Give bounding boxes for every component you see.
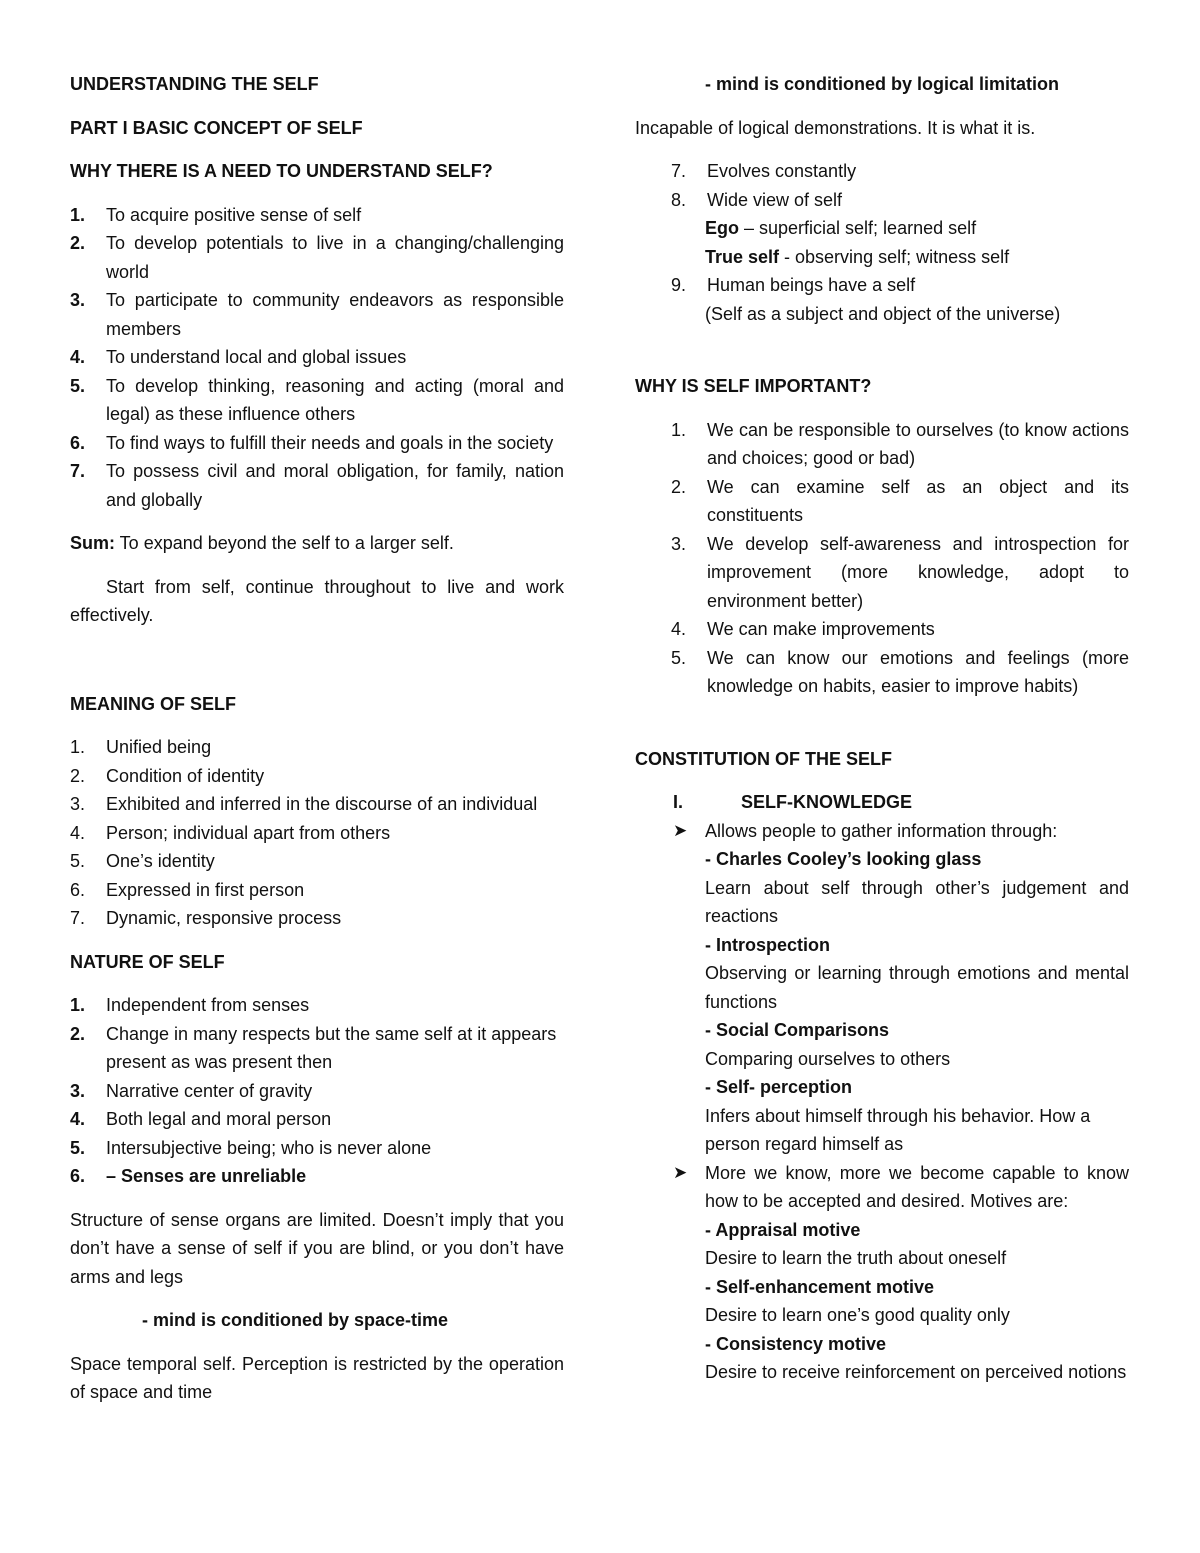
- true-self-line: True self - observing self; witness self: [705, 246, 1010, 267]
- important-heading: WHY IS SELF IMPORTANT?: [635, 376, 872, 396]
- list-item: 2. Change in many respects but the same self at it appears present as was present then: [70, 1023, 557, 1072]
- list-item: 8. Wide view of self: [671, 189, 843, 210]
- space-temporal-paragraph: Space temporal self. Perception is restricted by the operation of space and time: [70, 1353, 564, 1402]
- list-item: 5. Intersubjective being; who is never alone: [70, 1137, 432, 1158]
- part-heading: PART I BASIC CONCEPT OF SELF: [70, 117, 363, 138]
- nature-heading: NATURE OF SELF: [70, 951, 225, 972]
- self-perception-text: Infers about himself through his behavior. How a person regard himself as: [705, 1105, 1091, 1154]
- self-knowledge-heading: I. SELF-KNOWLEDGE: [673, 792, 912, 812]
- meaning-heading: MEANING OF SELF: [70, 693, 236, 714]
- arrow-bullet-icon: ➤: [673, 1162, 688, 1182]
- social-comparisons-label: - Social Comparisons: [705, 1020, 890, 1040]
- left-column: [70, 70, 564, 1407]
- cooley-label: - Charles Cooley’s looking glass: [705, 849, 982, 869]
- list-item: 2. Condition of identity: [70, 765, 265, 786]
- introspection-label: - Introspection: [705, 934, 830, 955]
- right-column: [635, 70, 1129, 1387]
- list-item: 3. Narrative center of gravity: [70, 1080, 313, 1101]
- why-understand-list: [70, 201, 564, 515]
- list-item: 4. To understand local and global issues: [70, 347, 407, 367]
- list-item: 3. Exhibited and inferred in the discourse of an individual: [70, 794, 538, 814]
- social-comparisons-text: Comparing ourselves to others: [705, 1048, 951, 1069]
- list-item: 2. To develop potentials to live in a changing/challenging world: [70, 233, 564, 282]
- cooley-text: Learn about self through other’s judgement and reactions: [705, 877, 1129, 926]
- consistency-text: Desire to receive reinforcement on perceived notions: [705, 1362, 1127, 1382]
- list-item: ➤ More we know, more we become capable to know how to be accepted and desired. Motives are:: [635, 1159, 1129, 1216]
- sum-line: Sum: To expand beyond the self to a larger self.: [70, 533, 454, 553]
- document-title: UNDERSTANDING THE SELF: [70, 74, 319, 94]
- list-item: 4. Person; individual apart from others: [70, 822, 391, 843]
- list-item: 1. Independent from senses: [70, 995, 310, 1015]
- self-enhancement-text: Desire to learn one’s good quality only: [705, 1305, 1010, 1325]
- list-item: 7. To possess civil and moral obligation, for family, nation and globally: [70, 461, 564, 510]
- appraisal-text: Desire to learn the truth about oneself: [705, 1248, 1007, 1268]
- self-perception-label: - Self- perception: [705, 1077, 853, 1097]
- self-enhancement-label: - Self-enhancement motive: [705, 1276, 935, 1297]
- nature-list: [70, 991, 564, 1191]
- start-paragraph: Start from self, continue throughout to live and work effectively.: [70, 576, 564, 625]
- introspection-text: Observing or learning through emotions and mental functions: [705, 963, 1129, 1012]
- list-item: 5. One’s identity: [70, 851, 215, 871]
- list-item: 1. We can be responsible to ourselves (to know actions and choices; good or bad): [671, 419, 1129, 468]
- list-item: 3. To participate to community endeavors as responsible members: [70, 290, 564, 339]
- why-understand-heading: WHY THERE IS A NEED TO UNDERSTAND SELF?: [70, 161, 493, 181]
- meaning-list: [70, 733, 564, 933]
- consistency-label: - Consistency motive: [705, 1333, 887, 1354]
- list-item: 4. Both legal and moral person: [70, 1109, 332, 1129]
- list-item: 2. We can examine self as an object and its constituents: [671, 476, 1129, 525]
- arrow-bullet-icon: ➤: [673, 820, 688, 840]
- item9-sub: (Self as a subject and object of the universe): [705, 303, 1061, 324]
- list-item: 1. Unified being: [70, 737, 212, 757]
- structure-paragraph: Structure of sense organs are limited. Doesn’t imply that you don’t have a sense of self if you are blind, or you don’t have arms and legs: [70, 1209, 564, 1287]
- mind-logical: - mind is conditioned by logical limitation: [705, 74, 1060, 94]
- list-item: 7. Evolves constantly: [671, 161, 857, 181]
- mind-space-time: - mind is conditioned by space-time: [142, 1310, 449, 1330]
- important-list: [635, 416, 1129, 701]
- constitution-heading: CONSTITUTION OF THE SELF: [635, 748, 892, 769]
- list-item: 6. To find ways to fulfill their needs and goals in the society: [70, 432, 554, 453]
- list-item: 3. We develop self-awareness and introspection for improvement (more knowledge, adopt to environment better): [671, 533, 1129, 611]
- list-item: 5. We can know our emotions and feelings (more knowledge on habits, easier to improve habits): [671, 647, 1129, 696]
- list-item: ➤ Allows people to gather information through:: [635, 817, 1129, 846]
- list-item: 5. To develop thinking, reasoning and acting (moral and legal) as these influence others: [70, 375, 564, 424]
- list-item: 6. – Senses are unreliable: [70, 1166, 307, 1186]
- nature-item-9: [635, 271, 1129, 300]
- appraisal-label: - Appraisal motive: [705, 1219, 861, 1240]
- nature-list-continued: [635, 157, 1129, 214]
- ego-line: Ego – superficial self; learned self: [705, 218, 977, 238]
- list-item: 6. Expressed in first person: [70, 879, 305, 900]
- list-item: 4. We can make improvements: [671, 619, 935, 639]
- list-item: 7. Dynamic, responsive process: [70, 908, 342, 928]
- list-item: 1. To acquire positive sense of self: [70, 204, 362, 225]
- list-item: 9. Human beings have a self: [671, 275, 916, 295]
- incapable-paragraph: Incapable of logical demonstrations. It is what it is.: [635, 117, 1036, 138]
